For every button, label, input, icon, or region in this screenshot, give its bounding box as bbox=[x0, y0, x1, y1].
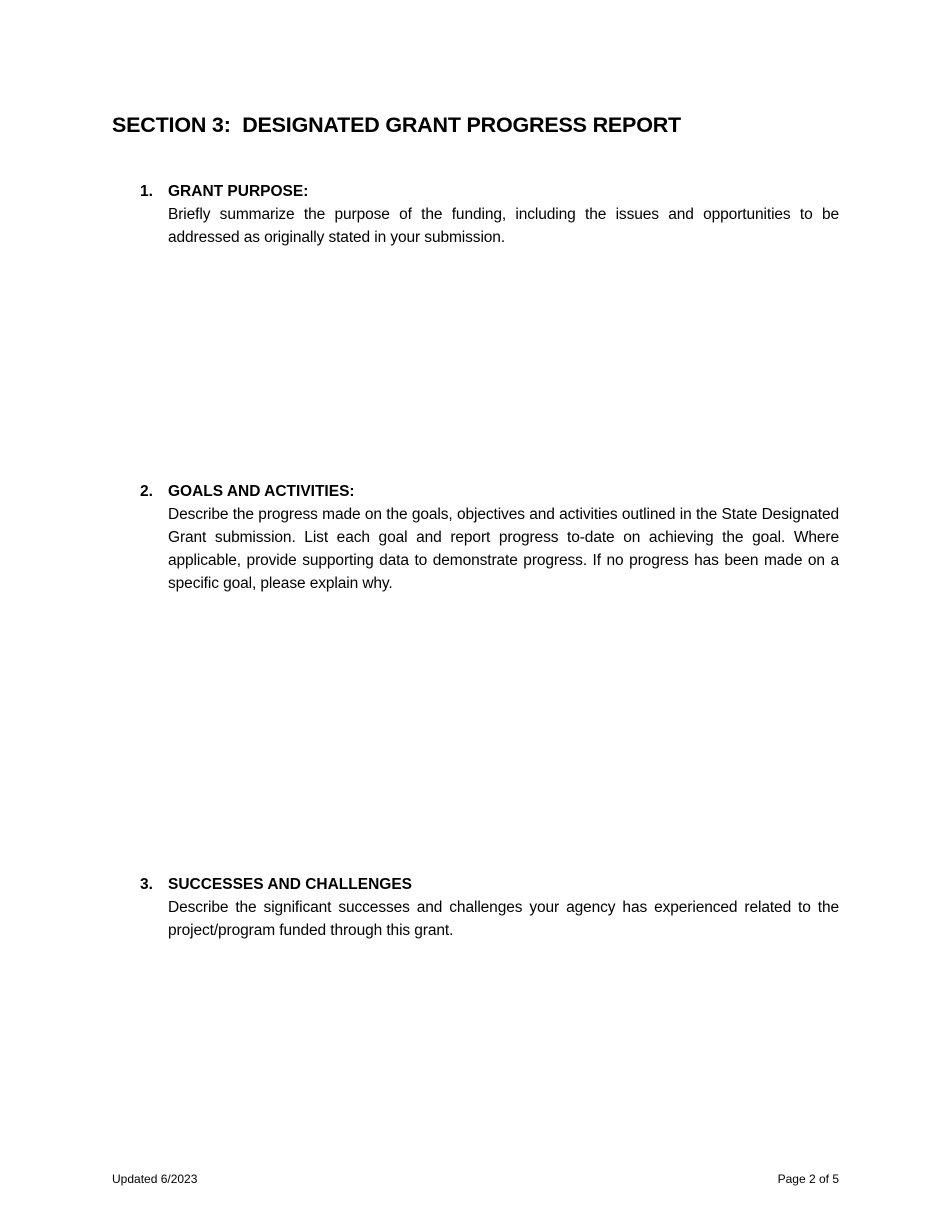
item-body bbox=[168, 180, 839, 249]
item-heading: GRANT PURPOSE: bbox=[168, 183, 309, 200]
item-body bbox=[168, 480, 839, 595]
item-instructions: Briefly summarize the purpose of the funding, including the issues and opportunities to be addressed as originally stated in your submission. bbox=[168, 206, 839, 246]
item-number: 3. bbox=[140, 876, 153, 893]
item-instructions: Describe the significant successes and challenges your agency has experienced related to the project/program funded through this grant. bbox=[168, 899, 839, 939]
item-body bbox=[168, 873, 839, 942]
item-heading: GOALS AND ACTIVITIES: bbox=[168, 483, 355, 500]
item-heading: SUCCESSES AND CHALLENGES bbox=[168, 876, 413, 893]
footer-updated-date: Updated 6/2023 bbox=[112, 1172, 198, 1186]
item-number: 2. bbox=[140, 483, 153, 500]
footer-page-number: Page 2 of 5 bbox=[777, 1172, 839, 1186]
section-item-grant-purpose bbox=[140, 180, 840, 249]
page-title: SECTION 3: DESIGNATED GRANT PROGRESS REPORT bbox=[112, 113, 681, 137]
item-number: 1. bbox=[140, 183, 153, 200]
section-item-goals-and-activities bbox=[140, 480, 840, 595]
item-instructions: Describe the progress made on the goals, objectives and activities outlined in the State Designated Grant submission. List each goal and report progress to-date on achieving the goal. Where applicable, provide supporting data to demonstrate progress. If no progress has been made on a specific goal, please explain why. bbox=[168, 506, 839, 592]
section-item-successes-and-challenges bbox=[140, 873, 840, 942]
